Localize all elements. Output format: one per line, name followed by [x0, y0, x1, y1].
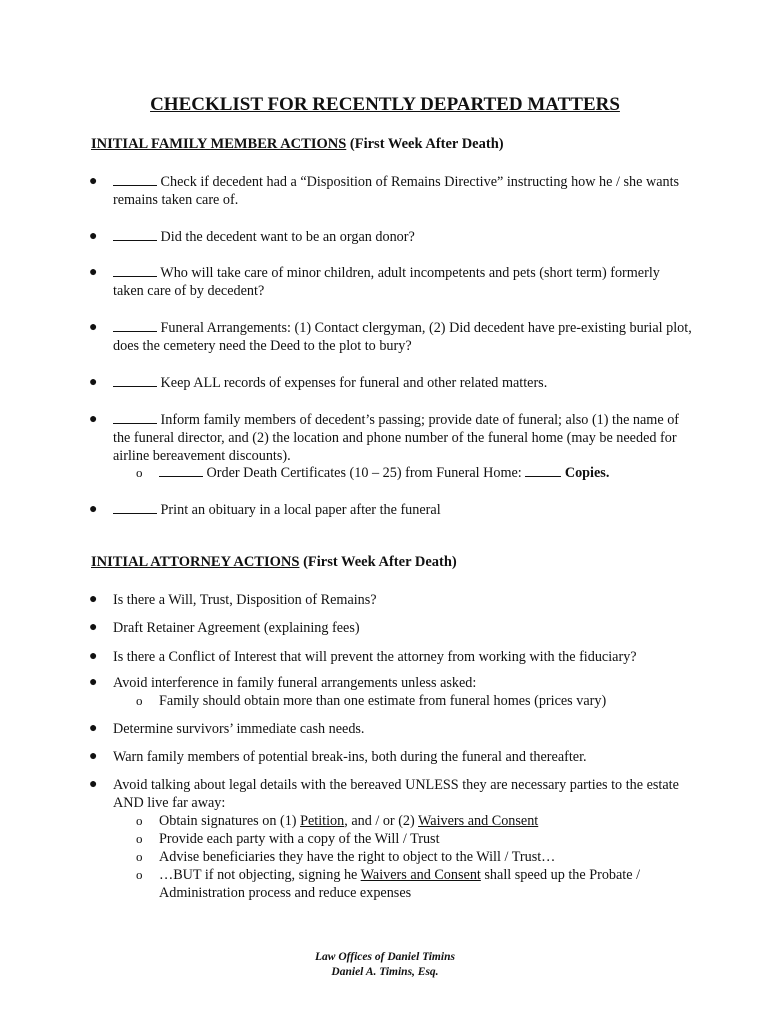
bullet-icon: ●	[89, 777, 98, 792]
section-heading-family-title: INITIAL FAMILY MEMBER ACTIONS	[91, 136, 347, 152]
bullet-icon: ●	[89, 502, 98, 517]
checkbox-blank[interactable]	[113, 411, 157, 424]
family-item-2-text: Did the decedent want to be an organ donor?	[160, 229, 415, 245]
legal-subitem-3: Advise beneficiaries they have the right to object to the Will / Trust…	[159, 849, 556, 865]
petition-label: Petition	[300, 813, 345, 829]
bullet-icon: ●	[89, 174, 98, 189]
checkbox-blank[interactable]	[113, 374, 157, 387]
attorney-item-1: Is there a Will, Trust, Disposition of Remains?	[113, 592, 377, 608]
funeral-estimate-subitem: Family should obtain more than one estimate from funeral homes (prices vary)	[159, 693, 607, 709]
bullet-icon: ●	[89, 675, 98, 690]
attorney-item-7: Avoid talking about legal details with the bereaved UNLESS they are necessary parties to the estate AND live far away:	[113, 777, 679, 811]
family-item-7-text: Print an obituary in a local paper after the funeral	[160, 502, 441, 518]
section-heading-family-subtitle: (First Week After Death)	[346, 136, 504, 152]
family-item-3	[113, 264, 693, 300]
family-item-5-text: Keep ALL records of expenses for funeral and other related matters.	[160, 375, 548, 391]
bullet-icon: ●	[89, 265, 98, 280]
attorney-item-5: Determine survivors’ immediate cash needs.	[113, 721, 365, 737]
legal-subitem-2: Provide each party with a copy of the Will / Trust	[159, 831, 440, 847]
bullet-icon: ●	[89, 592, 98, 607]
bullet-icon: ●	[89, 649, 98, 664]
page-title: CHECKLIST FOR RECENTLY DEPARTED MATTERS	[150, 94, 620, 115]
waivers-consent-label: Waivers and Consent	[360, 867, 481, 883]
copies-blank[interactable]	[525, 464, 561, 477]
checkbox-blank[interactable]	[113, 228, 157, 241]
legal-subitem-1-text-a: Obtain signatures on (1)	[159, 813, 301, 829]
family-item-7	[113, 501, 693, 519]
bullet-icon: ●	[89, 412, 98, 427]
legal-subitem-1-text-b: , and / or (2)	[344, 813, 419, 829]
footer-firm-name: Law Offices of Daniel Timins	[315, 951, 455, 963]
attorney-item-6: Warn family members of potential break-ins, both during the funeral and thereafter.	[113, 749, 587, 765]
section-heading-attorney-subtitle: (First Week After Death)	[299, 554, 457, 570]
family-item-5	[113, 374, 693, 392]
sub-bullet-icon: o	[136, 693, 143, 708]
checkbox-blank[interactable]	[159, 464, 203, 477]
section-heading-attorney-title: INITIAL ATTORNEY ACTIONS	[91, 554, 300, 570]
attorney-item-4: Avoid interference in family funeral arrangements unless asked:	[113, 675, 477, 691]
family-item-6-text: Inform family members of decedent’s passing; provide date of funeral; also (1) the name of the funeral director, and (2) the location and phone number of the funeral home (may be needed for airline bereavement discounts).	[113, 412, 680, 464]
checkbox-blank[interactable]	[113, 319, 157, 332]
family-item-3-text: Who will take care of minor children, adult incompetents and pets (short term) formerly taken care of by decedent?	[113, 265, 660, 299]
attorney-item-2: Draft Retainer Agreement (explaining fees)	[113, 620, 360, 636]
bullet-icon: ●	[89, 721, 98, 736]
family-item-4-text: Funeral Arrangements: (1) Contact clergyman, (2) Did decedent have pre-existing burial plot, does the cemetery need the Deed to the plot to bury?	[113, 320, 692, 354]
legal-subitem-4	[159, 866, 699, 902]
family-item-1	[113, 173, 693, 209]
family-item-2	[113, 228, 693, 246]
copies-label: Copies.	[564, 465, 610, 481]
section-heading-family	[91, 136, 504, 153]
legal-subitem-4-text-b: shall speed up the Probate / Administration process and reduce expenses	[159, 867, 641, 901]
family-item-6	[113, 411, 693, 465]
checkbox-blank[interactable]	[113, 173, 157, 186]
checkbox-blank[interactable]	[113, 501, 157, 514]
section-heading-attorney	[91, 554, 457, 571]
family-item-4	[113, 319, 693, 355]
sub-bullet-icon: o	[136, 813, 143, 828]
attorney-item-3: Is there a Conflict of Interest that will prevent the attorney from working with the fiduciary?	[113, 649, 637, 665]
bullet-icon: ●	[89, 749, 98, 764]
family-item-1-text: Check if decedent had a “Disposition of Remains Directive” instructing how he / she wants remains taken care of.	[113, 174, 680, 208]
footer-attorney-name: Daniel A. Timins, Esq.	[331, 966, 439, 978]
checkbox-blank[interactable]	[113, 264, 157, 277]
bullet-icon: ●	[89, 620, 98, 635]
legal-subitem-1	[159, 812, 699, 830]
sub-bullet-icon: o	[136, 867, 143, 882]
bullet-icon: ●	[89, 320, 98, 335]
sub-bullet-icon: o	[136, 831, 143, 846]
bullet-icon: ●	[89, 375, 98, 390]
sub-bullet-icon: o	[136, 465, 143, 480]
death-certificates-subitem	[159, 464, 699, 482]
death-certificates-text: Order Death Certificates (10 – 25) from Funeral Home:	[206, 465, 522, 481]
waivers-consent-label: Waivers and Consent	[418, 813, 539, 829]
sub-bullet-icon: o	[136, 849, 143, 864]
bullet-icon: ●	[89, 229, 98, 244]
legal-subitem-4-text-a: …BUT if not objecting, signing he	[159, 867, 361, 883]
